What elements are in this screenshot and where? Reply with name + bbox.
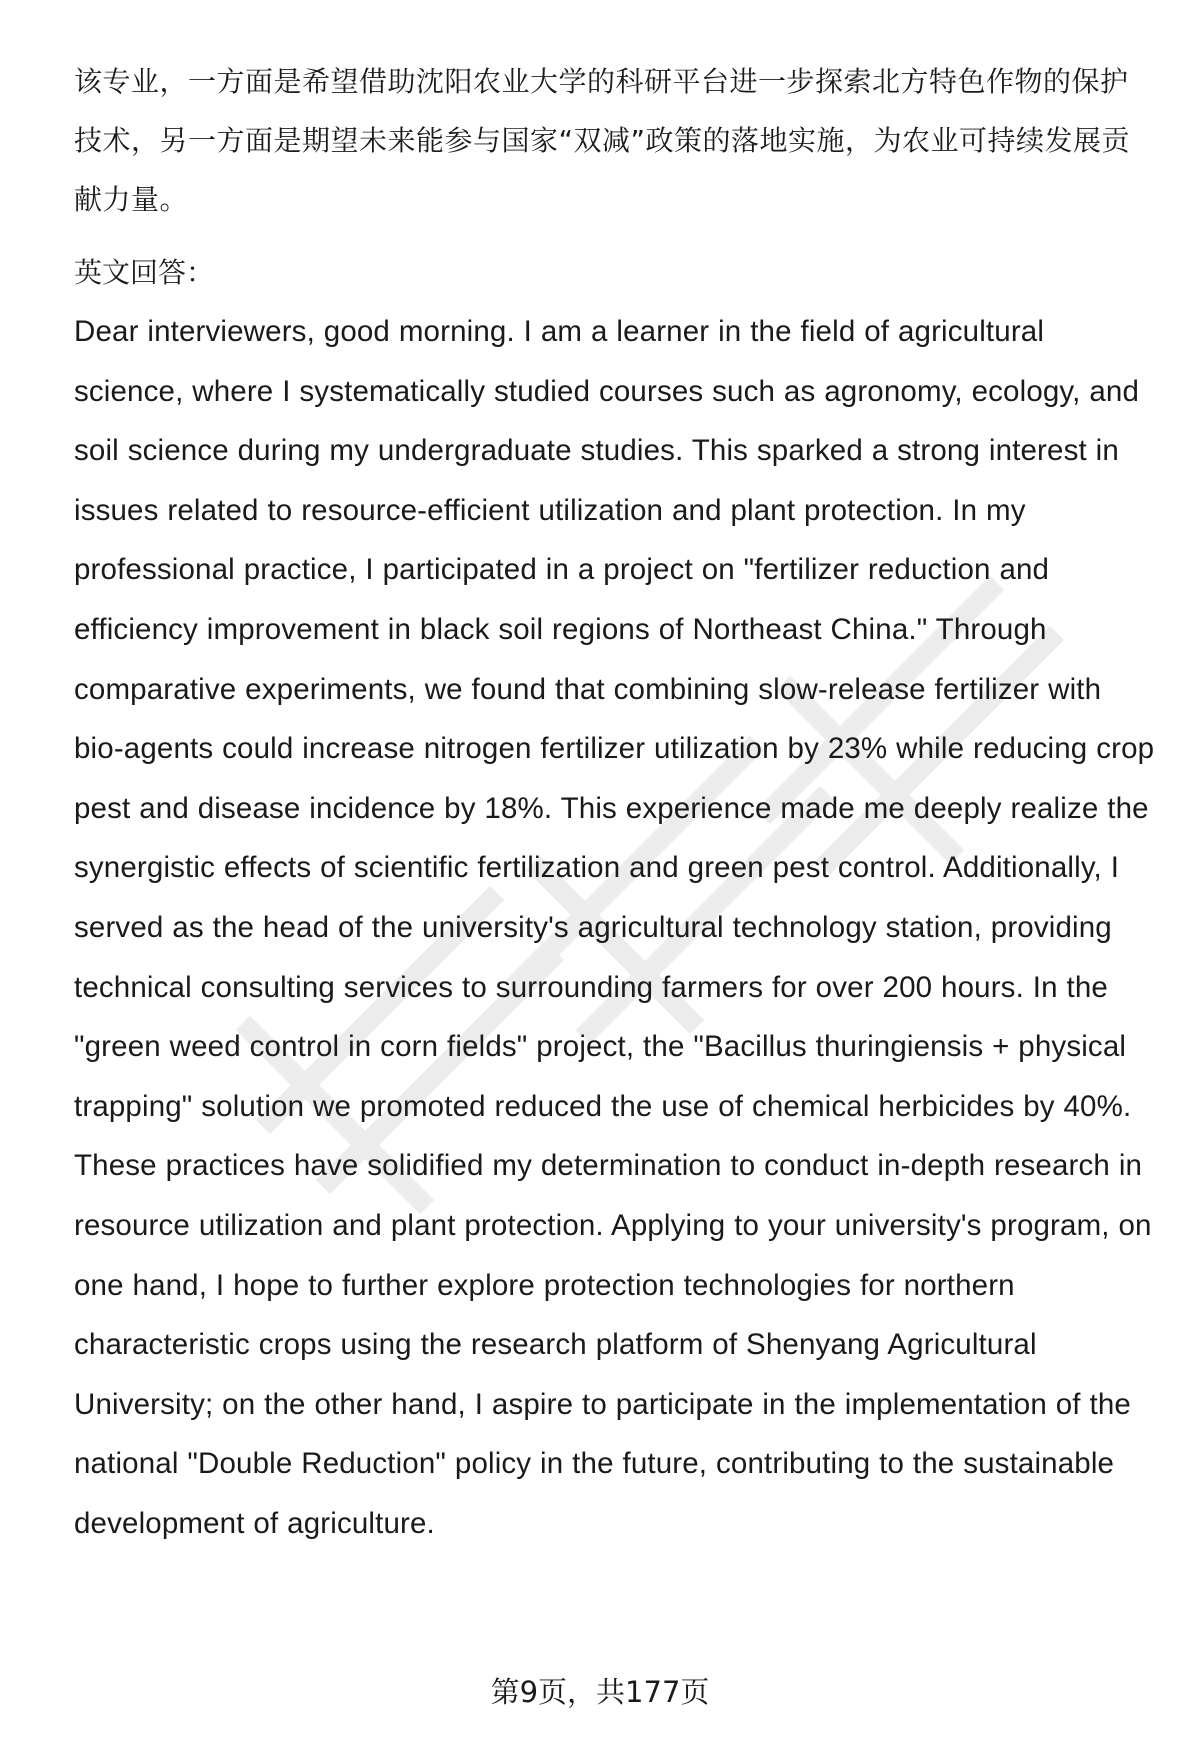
- english-answer-label: 英文回答：: [74, 256, 215, 289]
- english-answer-paragraph: Dear interviewers, good morning. I am a learner in the field of agricultural science, where I systematically studied courses such as agronomy, ecology, and soil science during my undergraduate studies. This sparked a strong interest in issues related to resource-efficient utilization and plant protection. In my professional practice, I participated in a project on "fertilizer reduction and efficiency improvement in black soil regions of Northeast China." Through comparative experiments, we found that combining slow-release fertilizer with bio-agents could increase nitrogen fertilizer utilization by 23% while reducing crop pest and disease incidence by 18%. This experience made me deeply realize the synergistic effects of scientific fertilization and green pest control. Additionally, I served as the head of the university's agricultural technology station, providing technical consulting services to surrounding farmers for over 200 hours. In the "green weed control in corn fields" project, the "Bacillus thuringiensis + physical trapping" solution we promoted reduced the use of chemical herbicides by 40%. These practices have solidified my determination to conduct in-depth research in resource utilization and plant protection. Applying to your university's program, on one hand, I hope to further explore protection technologies for northern characteristic crops using the research platform of Shenyang Agricultural University; on the other hand, I aspire to participate in the implementation of the national "Double Reduction" policy in the future, contributing to the sustainable development of agriculture.: [74, 315, 1155, 1540]
- page-footer: 第9页，共177页: [490, 1675, 710, 1709]
- chinese-paragraph-continuation: 该专业，一方面是希望借助沈阳农业大学的科研平台进一步探索北方特色作物的保护技术，另一方面是期望未来能参与国家“双减”政策的落地实施，为农业可持续发展贡献力量。: [74, 65, 1131, 216]
- main-content: [74, 52, 1156, 1553]
